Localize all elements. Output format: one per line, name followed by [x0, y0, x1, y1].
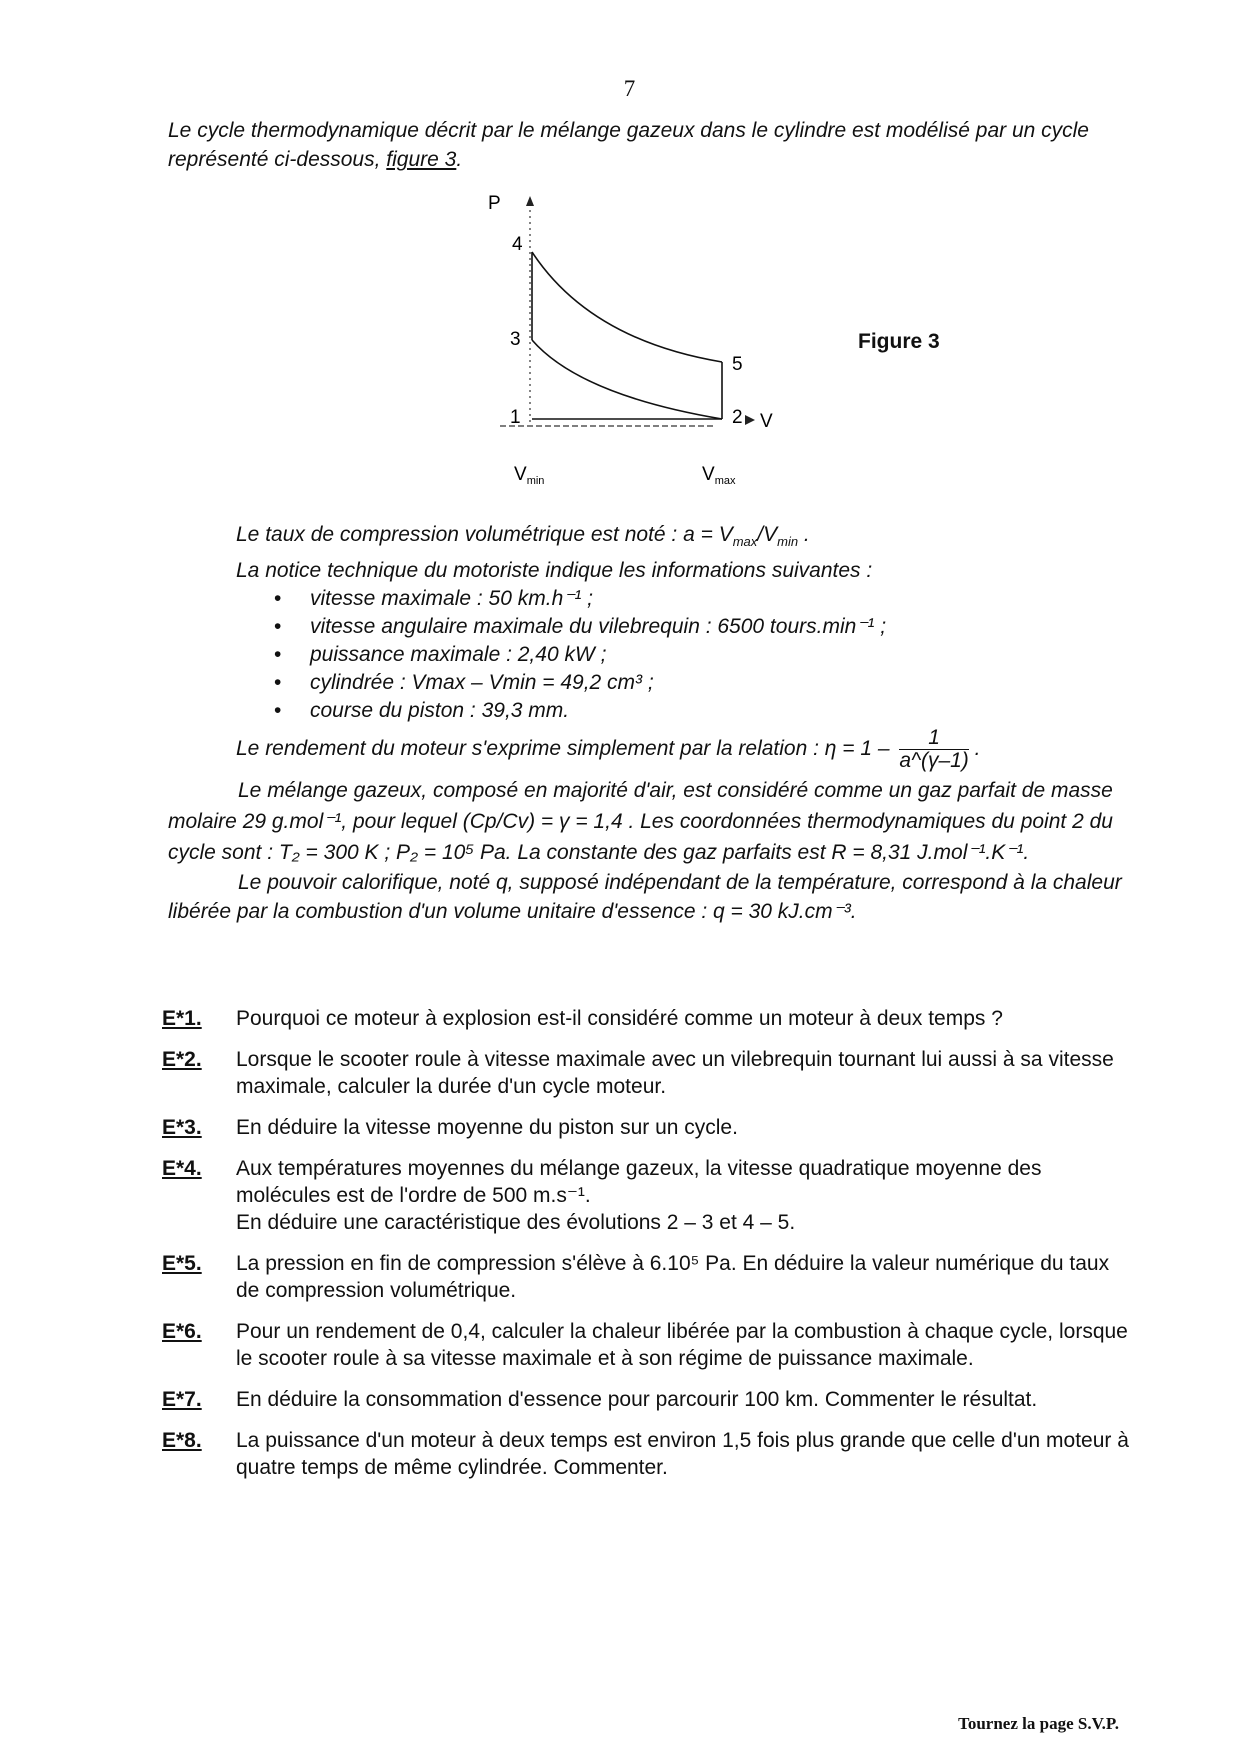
list-item: • vitesse maximale : 50 km.h⁻¹ ; — [236, 585, 1128, 613]
question-item: E*8. La puissance d'un moteur à deux temps est environ 1,5 fois plus grande que celle d'un moteur à quatre temps de même cylindrée. Commenter. — [162, 1429, 1129, 1479]
question-item: E*4. Aux températures moyennes du mélange gazeux, la vitesse quadratique moyenne des molécules est de l'ordre de 500 m.s⁻¹. En déduire une caractéristique des évolutions 2 – 3 et 4 – 5. — [162, 1157, 1042, 1234]
intro-text: Le cycle thermodynamique décrit par le mélange gazeux dans le cylindre est modélisé par un cycle représenté ci-dessous, — [168, 119, 1089, 171]
notice-text: La notice technique du motoriste indique les informations suivantes : — [236, 559, 873, 583]
question-label: E*4. — [162, 1157, 202, 1180]
efficiency-formula: Le rendement du moteur s'exprime simplement par la relation : η = 1 – $\frac{1}{a\^{}(\gamma-1)}$ . — [236, 726, 981, 773]
point-1-label: 1 — [510, 407, 521, 428]
list-item: • vitesse angulaire maximale du vilebrequin : 6500 tours.min⁻¹ ; — [236, 613, 1128, 641]
gas-text: Le mélange gazeux, composé en majorité d'air, est considéré comme un gaz parfait de masse molaire 29 g.mol⁻¹, pour lequel (Cp/Cv) = γ = 1,4 . Les coordonnées thermodynamiques du point 2 du cycle sont : T₂ = 300 K ; P₂ = 10⁵ Pa. La constante des gaz parfaits est R = 8,31 J.mol⁻¹.K⁻¹. — [168, 779, 1113, 864]
page-number: 7 — [623, 76, 636, 101]
compression-ratio-text: Le taux de compression volumétrique est noté : $a = V_{max}/V_{min}$ . — [236, 523, 810, 550]
questions-list — [162, 1005, 1132, 1495]
question-item: E*2. Lorsque le scooter roule à vitesse maximale avec un vilebrequin tournant lui aussi à sa vitesse maximale, calculer la durée d'un cycle moteur. — [162, 1048, 1114, 1098]
efficiency-fraction: $\frac{1}{a\^{}(\gamma-1)}$ — [899, 726, 969, 773]
list-item: • cylindrée : Vmax – Vmin = 49,2 cm³ ; — [236, 669, 1128, 697]
v-axis-label: V — [760, 411, 773, 432]
p-axis-arrow — [526, 196, 534, 206]
vmin-label: $V_{min}$ — [514, 464, 545, 487]
question-label: E*3. — [162, 1116, 202, 1139]
question-item: E*6. Pour un rendement de 0,4, calculer la chaleur libérée par la combustion à chaque cycle, lorsque le scooter roule à sa vitesse maximale et à son régime de puissance maximale. — [162, 1320, 1128, 1370]
gas-properties-paragraph — [168, 775, 1128, 926]
point-2-label: 2 — [732, 407, 743, 428]
v-axis-arrow — [745, 415, 755, 425]
technical-info — [236, 520, 1128, 777]
figure-caption: Figure 3 — [858, 330, 940, 353]
question-label: E*1. — [162, 1007, 202, 1030]
vmax-label: $V_{max}$ — [702, 464, 736, 487]
question-item: E*7. En déduire la consommation d'essence pour parcourir 100 km. Commenter le résultat. — [162, 1388, 1038, 1411]
question-label: E*2. — [162, 1048, 202, 1071]
intro-paragraph — [168, 116, 1128, 174]
point-3-label: 3 — [510, 329, 521, 350]
p-axis-label: P — [488, 193, 501, 214]
question-label: E*7. — [162, 1388, 202, 1411]
pv-cycle-diagram — [480, 190, 820, 500]
intro-end: . — [456, 148, 463, 171]
point-4-label: 4 — [512, 234, 523, 255]
point-5-label: 5 — [732, 354, 743, 375]
page-footer: Tournez la page S.V.P. — [958, 1714, 1119, 1733]
spec-list — [236, 585, 1128, 725]
process-2-3 — [532, 340, 722, 419]
question-item: E*3. En déduire la vitesse moyenne du piston sur un cycle. — [162, 1116, 738, 1139]
question-item: E*1. Pourquoi ce moteur à explosion est-il considéré comme un moteur à deux temps ? — [162, 1007, 1003, 1030]
question-label: E*6. — [162, 1320, 202, 1343]
list-item: • course du piston : 39,3 mm. — [236, 697, 1128, 725]
question-item: E*5. La pression en fin de compression s'élève à 6.10⁵ Pa. En déduire la valeur numérique du taux de compression volumétrique. — [162, 1252, 1110, 1302]
calorific-text: Le pouvoir calorifique, noté q, supposé indépendant de la température, correspond à la chaleur libérée par la combustion d'un volume unitaire d'essence : q = 30 kJ.cm⁻³. — [168, 871, 1122, 923]
figure-reference-link[interactable]: figure 3 — [386, 148, 457, 171]
list-item: • puissance maximale : 2,40 kW ; — [236, 641, 1128, 669]
process-4-5 — [532, 252, 722, 362]
question-label: E*5. — [162, 1252, 202, 1275]
question-label: E*8. — [162, 1429, 202, 1452]
